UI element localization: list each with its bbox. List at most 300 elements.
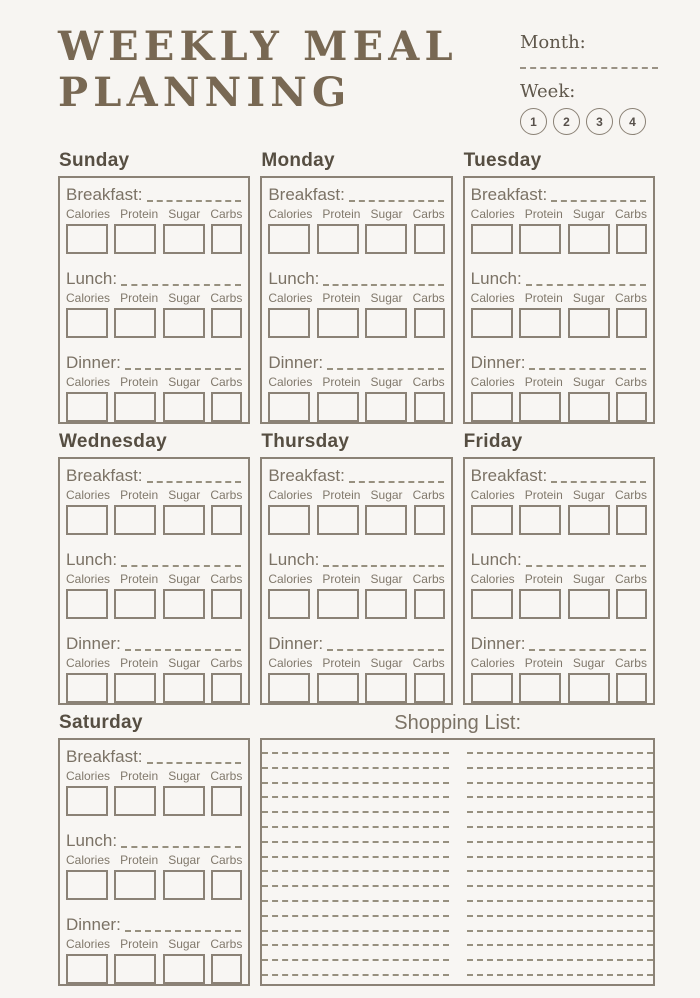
- nutrient-input-box[interactable]: [616, 589, 647, 619]
- nutrient-labels-row: [471, 488, 647, 502]
- meal-title-row: [268, 184, 444, 205]
- day-card: [260, 457, 452, 705]
- shopping-list-line[interactable]: [467, 930, 653, 932]
- nutrient-label: Calories: [470, 375, 515, 389]
- nutrient-label: Carbs: [614, 375, 647, 389]
- shopping-list-line[interactable]: [262, 767, 448, 769]
- nutrient-input-box[interactable]: [616, 505, 647, 535]
- meal-name-line[interactable]: [147, 762, 242, 764]
- nutrient-label: Protein: [322, 207, 361, 221]
- shopping-list-line[interactable]: [262, 811, 448, 813]
- nutrient-label: Carbs: [412, 207, 445, 221]
- nutrient-labels-row: [268, 291, 444, 305]
- nutrient-input-box[interactable]: [365, 224, 407, 254]
- nutrient-input-box[interactable]: [268, 308, 310, 338]
- day-name-header: Sunday: [59, 150, 130, 171]
- nutrient-input-box[interactable]: [268, 392, 310, 422]
- meal-label: Lunch:: [470, 269, 522, 288]
- nutrient-label: Carbs: [412, 488, 445, 502]
- shopping-list-column: [262, 752, 448, 976]
- nutrient-boxes-row: [471, 308, 647, 338]
- nutrient-input-box[interactable]: [471, 589, 513, 619]
- nutrient-label: Protein: [322, 291, 361, 305]
- nutrient-input-box[interactable]: [616, 673, 647, 703]
- nutrient-input-box[interactable]: [317, 589, 359, 619]
- meal-name-line[interactable]: [526, 284, 646, 286]
- day-section: [463, 149, 655, 424]
- nutrient-input-box[interactable]: [568, 505, 610, 535]
- meal-name-line[interactable]: [147, 200, 242, 202]
- shopping-list-line[interactable]: [262, 782, 448, 784]
- day-card: [58, 457, 250, 705]
- nutrient-label: Calories: [268, 375, 313, 389]
- meal-name-line[interactable]: [349, 481, 444, 483]
- shopping-list-line[interactable]: [467, 885, 653, 887]
- meal-section-lunch: [471, 547, 647, 619]
- nutrient-label: Sugar: [572, 656, 605, 670]
- nutrient-input-box[interactable]: [414, 308, 445, 338]
- meal-label: Dinner:: [66, 915, 121, 934]
- nutrient-label: Protein: [322, 375, 361, 389]
- nutrient-input-box[interactable]: [163, 954, 205, 984]
- nutrient-input-box[interactable]: [66, 589, 108, 619]
- nutrient-labels-row: [66, 656, 242, 670]
- nutrient-boxes-row: [268, 505, 444, 535]
- nutrient-label: Protein: [120, 291, 159, 305]
- nutrient-input-box[interactable]: [568, 224, 610, 254]
- nutrient-input-box[interactable]: [66, 224, 108, 254]
- nutrient-label: Protein: [120, 207, 159, 221]
- nutrient-input-box[interactable]: [268, 589, 310, 619]
- nutrient-input-box[interactable]: [114, 870, 156, 900]
- nutrient-input-box[interactable]: [519, 589, 561, 619]
- shopping-list-box: [260, 738, 655, 986]
- nutrient-label: Sugar: [370, 207, 403, 221]
- nutrient-label: Sugar: [168, 572, 201, 586]
- nutrient-input-box[interactable]: [211, 308, 242, 338]
- nutrient-label: Carbs: [412, 291, 445, 305]
- meal-title-row: [471, 184, 647, 205]
- meal-name-line[interactable]: [526, 565, 646, 567]
- meal-title-row: [66, 184, 242, 205]
- nutrient-input-box[interactable]: [519, 308, 561, 338]
- meal-label: Dinner:: [470, 634, 526, 653]
- meal-name-line[interactable]: [529, 649, 646, 651]
- nutrient-label: Sugar: [168, 769, 201, 783]
- nutrient-input-box[interactable]: [114, 673, 156, 703]
- meal-title-row: [66, 633, 242, 654]
- week-circle[interactable]: 3: [586, 108, 613, 135]
- nutrient-label: Calories: [66, 656, 111, 670]
- nutrient-input-box[interactable]: [163, 870, 205, 900]
- nutrient-input-box[interactable]: [268, 505, 310, 535]
- nutrient-input-box[interactable]: [66, 870, 108, 900]
- nutrient-label: Carbs: [210, 572, 243, 586]
- nutrient-label: Calories: [66, 853, 111, 867]
- nutrient-labels-row: [268, 375, 444, 389]
- shopping-list-line[interactable]: [467, 900, 653, 902]
- nutrient-labels-row: [66, 853, 242, 867]
- shopping-list-line[interactable]: [467, 811, 653, 813]
- nutrient-labels-row: [268, 488, 444, 502]
- shopping-list-line[interactable]: [262, 826, 448, 828]
- page-header: [0, 0, 700, 135]
- meal-label: Breakfast:: [470, 466, 548, 485]
- shopping-list-line[interactable]: [262, 959, 448, 961]
- nutrient-input-box[interactable]: [414, 505, 445, 535]
- nutrient-labels-row: [66, 375, 242, 389]
- nutrient-label: Protein: [524, 572, 563, 586]
- meal-title-row: [471, 352, 647, 373]
- nutrient-input-box[interactable]: [519, 505, 561, 535]
- meal-name-line[interactable]: [121, 565, 241, 567]
- nutrient-label: Sugar: [168, 937, 201, 951]
- meal-label: Dinner:: [66, 353, 121, 372]
- nutrient-input-box[interactable]: [365, 308, 407, 338]
- day-name-header: Wednesday: [59, 431, 167, 452]
- nutrient-input-box[interactable]: [268, 224, 310, 254]
- nutrient-label: Sugar: [572, 488, 605, 502]
- nutrient-input-box[interactable]: [114, 786, 156, 816]
- meal-name-line[interactable]: [551, 200, 646, 202]
- month-input-line[interactable]: [520, 57, 658, 69]
- nutrient-input-box[interactable]: [317, 308, 359, 338]
- nutrient-label: Calories: [470, 207, 515, 221]
- nutrient-label: Calories: [470, 488, 515, 502]
- day-section: [58, 149, 250, 424]
- nutrient-labels-row: [66, 207, 242, 221]
- day-name-header: Monday: [261, 150, 335, 171]
- meal-title-row: [268, 352, 444, 373]
- day-card: [58, 176, 250, 424]
- nutrient-input-box[interactable]: [66, 308, 108, 338]
- shopping-list-line[interactable]: [262, 752, 448, 754]
- nutrient-input-box[interactable]: [211, 954, 242, 984]
- nutrient-label: Protein: [120, 769, 159, 783]
- nutrient-label: Carbs: [210, 656, 243, 670]
- meal-name-line[interactable]: [121, 846, 241, 848]
- meal-label: Breakfast:: [470, 185, 548, 204]
- nutrient-input-box[interactable]: [66, 505, 108, 535]
- meal-title-row: [66, 465, 242, 486]
- week-circle[interactable]: 2: [553, 108, 580, 135]
- shopping-list-line[interactable]: [467, 841, 653, 843]
- nutrient-input-box[interactable]: [317, 505, 359, 535]
- nutrient-boxes-row: [66, 224, 242, 254]
- nutrient-input-box[interactable]: [519, 392, 561, 422]
- nutrient-input-box[interactable]: [616, 308, 647, 338]
- nutrient-label: Protein: [120, 572, 159, 586]
- nutrient-labels-row: [66, 291, 242, 305]
- nutrient-input-box[interactable]: [317, 673, 359, 703]
- nutrient-input-box[interactable]: [211, 392, 242, 422]
- shopping-list-line[interactable]: [262, 870, 448, 872]
- shopping-list-line[interactable]: [262, 796, 448, 798]
- meal-section-breakfast: [66, 182, 242, 254]
- nutrient-labels-row: [471, 572, 647, 586]
- nutrient-label: Calories: [66, 291, 111, 305]
- shopping-list-line[interactable]: [467, 856, 653, 858]
- nutrient-label: Calories: [66, 572, 111, 586]
- nutrient-input-box[interactable]: [471, 224, 513, 254]
- meal-name-line[interactable]: [125, 930, 242, 932]
- shopping-list-line[interactable]: [467, 826, 653, 828]
- nutrient-input-box[interactable]: [519, 224, 561, 254]
- nutrient-boxes-row: [471, 673, 647, 703]
- day-name-header: Thursday: [261, 431, 350, 452]
- meal-label: Dinner:: [470, 353, 526, 372]
- nutrient-boxes-row: [268, 673, 444, 703]
- nutrient-label: Carbs: [210, 291, 243, 305]
- nutrient-input-box[interactable]: [471, 673, 513, 703]
- meal-section-lunch: [66, 547, 242, 619]
- nutrient-input-box[interactable]: [568, 392, 610, 422]
- shopping-list-line[interactable]: [262, 856, 448, 858]
- nutrient-labels-row: [471, 375, 647, 389]
- nutrient-label: Protein: [322, 572, 361, 586]
- nutrient-label: Carbs: [412, 375, 445, 389]
- nutrient-label: Calories: [470, 572, 515, 586]
- nutrient-label: Carbs: [210, 207, 243, 221]
- nutrient-boxes-row: [268, 224, 444, 254]
- nutrient-input-box[interactable]: [414, 589, 445, 619]
- nutrient-labels-row: [66, 488, 242, 502]
- meal-label: Dinner:: [66, 634, 121, 653]
- nutrient-input-box[interactable]: [211, 870, 242, 900]
- nutrient-input-box[interactable]: [471, 505, 513, 535]
- meal-title-row: [471, 549, 647, 570]
- shopping-list-line[interactable]: [467, 796, 653, 798]
- meal-name-line[interactable]: [327, 368, 444, 370]
- nutrient-input-box[interactable]: [66, 392, 108, 422]
- shopping-list-line[interactable]: [467, 870, 653, 872]
- nutrient-input-box[interactable]: [616, 392, 647, 422]
- nutrient-input-box[interactable]: [163, 786, 205, 816]
- nutrient-label: Calories: [268, 572, 313, 586]
- nutrient-label: Sugar: [370, 375, 403, 389]
- meal-name-line[interactable]: [147, 481, 242, 483]
- nutrient-label: Protein: [524, 488, 563, 502]
- nutrient-input-box[interactable]: [211, 786, 242, 816]
- nutrient-input-box[interactable]: [317, 224, 359, 254]
- shopping-list-column: [467, 752, 653, 976]
- shopping-list-line[interactable]: [262, 944, 448, 946]
- shopping-list-line[interactable]: [467, 767, 653, 769]
- nutrient-labels-row: [471, 656, 647, 670]
- meal-name-line[interactable]: [125, 649, 242, 651]
- meal-title-row: [268, 465, 444, 486]
- nutrient-label: Protein: [120, 937, 159, 951]
- day-name-header: Tuesday: [463, 150, 542, 171]
- nutrient-input-box[interactable]: [114, 505, 156, 535]
- nutrient-label: Carbs: [210, 769, 243, 783]
- nutrient-input-box[interactable]: [211, 589, 242, 619]
- meal-section-dinner: [268, 631, 444, 703]
- nutrient-labels-row: [471, 291, 647, 305]
- shopping-list-line[interactable]: [262, 841, 448, 843]
- shopping-list-line[interactable]: [467, 944, 653, 946]
- meal-name-line[interactable]: [327, 649, 444, 651]
- nutrient-label: Protein: [120, 375, 159, 389]
- meal-section-dinner: [471, 631, 647, 703]
- meal-title-row: [471, 633, 647, 654]
- nutrient-input-box[interactable]: [365, 505, 407, 535]
- nutrient-input-box[interactable]: [414, 673, 445, 703]
- nutrient-label: Calories: [66, 488, 111, 502]
- nutrient-input-box[interactable]: [211, 224, 242, 254]
- nutrient-input-box[interactable]: [163, 589, 205, 619]
- shopping-list-line[interactable]: [262, 900, 448, 902]
- day-card: [463, 176, 655, 424]
- meal-title-row: [471, 268, 647, 289]
- shopping-list-line[interactable]: [262, 885, 448, 887]
- nutrient-input-box[interactable]: [163, 392, 205, 422]
- nutrient-input-box[interactable]: [568, 673, 610, 703]
- nutrient-label: Calories: [66, 937, 111, 951]
- nutrient-label: Protein: [120, 853, 159, 867]
- meal-title-row: [66, 268, 242, 289]
- meal-title-row: [66, 914, 242, 935]
- nutrient-input-box[interactable]: [365, 673, 407, 703]
- nutrient-label: Calories: [66, 375, 111, 389]
- nutrient-label: Carbs: [210, 375, 243, 389]
- nutrient-input-box[interactable]: [114, 954, 156, 984]
- shopping-list-line[interactable]: [262, 930, 448, 932]
- shopping-list-line[interactable]: [262, 974, 448, 976]
- nutrient-label: Sugar: [168, 291, 201, 305]
- nutrient-input-box[interactable]: [163, 224, 205, 254]
- nutrient-input-box[interactable]: [568, 308, 610, 338]
- nutrient-boxes-row: [66, 505, 242, 535]
- month-week-panel: [520, 24, 658, 135]
- nutrient-label: Carbs: [210, 853, 243, 867]
- nutrient-label: Protein: [524, 656, 563, 670]
- shopping-list-line[interactable]: [467, 752, 653, 754]
- nutrient-input-box[interactable]: [616, 224, 647, 254]
- nutrient-labels-row: [268, 656, 444, 670]
- nutrient-input-box[interactable]: [365, 589, 407, 619]
- meal-label: Lunch:: [66, 269, 118, 288]
- meal-section-breakfast: [268, 182, 444, 254]
- nutrient-label: Sugar: [370, 488, 403, 502]
- nutrient-input-box[interactable]: [66, 673, 108, 703]
- nutrient-input-box[interactable]: [471, 308, 513, 338]
- nutrient-input-box[interactable]: [163, 673, 205, 703]
- meal-label: Breakfast:: [66, 747, 143, 766]
- shopping-list-line[interactable]: [467, 782, 653, 784]
- nutrient-label: Calories: [66, 207, 111, 221]
- meal-name-line[interactable]: [323, 565, 443, 567]
- nutrient-input-box[interactable]: [114, 392, 156, 422]
- meal-title-row: [66, 549, 242, 570]
- page-title: WEEKLY MEAL PLANNING: [58, 23, 458, 117]
- nutrient-input-box[interactable]: [471, 392, 513, 422]
- nutrient-label: Calories: [268, 291, 313, 305]
- meal-section-dinner: [66, 631, 242, 703]
- meal-name-line[interactable]: [551, 481, 646, 483]
- nutrient-input-box[interactable]: [114, 589, 156, 619]
- nutrient-label: Sugar: [168, 488, 201, 502]
- nutrient-input-box[interactable]: [211, 505, 242, 535]
- nutrient-label: Calories: [470, 656, 515, 670]
- nutrient-input-box[interactable]: [66, 786, 108, 816]
- meal-title-row: [268, 549, 444, 570]
- meal-section-breakfast: [66, 744, 242, 816]
- meal-title-row: [66, 352, 242, 373]
- week-circle[interactable]: 4: [619, 108, 646, 135]
- nutrient-label: Sugar: [168, 375, 201, 389]
- nutrient-boxes-row: [66, 589, 242, 619]
- shopping-list-title: Shopping List:: [394, 712, 522, 734]
- meal-name-line[interactable]: [529, 368, 646, 370]
- nutrient-input-box[interactable]: [66, 954, 108, 984]
- day-section: [58, 711, 250, 986]
- nutrient-input-box[interactable]: [114, 224, 156, 254]
- nutrient-input-box[interactable]: [317, 392, 359, 422]
- nutrient-label: Carbs: [210, 488, 243, 502]
- shopping-list-line[interactable]: [262, 915, 448, 917]
- meal-name-line[interactable]: [349, 200, 444, 202]
- nutrient-input-box[interactable]: [163, 505, 205, 535]
- meal-name-line[interactable]: [323, 284, 443, 286]
- nutrient-boxes-row: [268, 392, 444, 422]
- nutrient-boxes-row: [471, 224, 647, 254]
- nutrient-input-box[interactable]: [163, 308, 205, 338]
- meal-section-breakfast: [471, 463, 647, 535]
- nutrient-input-box[interactable]: [211, 673, 242, 703]
- nutrient-boxes-row: [66, 392, 242, 422]
- meal-section-dinner: [471, 350, 647, 422]
- shopping-list-line[interactable]: [467, 915, 653, 917]
- shopping-list-line[interactable]: [467, 959, 653, 961]
- day-name-header: Friday: [463, 431, 523, 452]
- nutrient-label: Sugar: [370, 291, 403, 305]
- nutrient-label: Sugar: [168, 853, 201, 867]
- week-circle[interactable]: 1: [520, 108, 547, 135]
- nutrient-labels-row: [268, 207, 444, 221]
- nutrient-boxes-row: [268, 589, 444, 619]
- shopping-list-section: [260, 711, 655, 986]
- nutrient-label: Sugar: [168, 656, 201, 670]
- nutrient-label: Calories: [470, 291, 515, 305]
- nutrient-label: Calories: [66, 769, 111, 783]
- day-name-header: Saturday: [59, 712, 143, 733]
- nutrient-input-box[interactable]: [568, 589, 610, 619]
- nutrient-label: Sugar: [572, 572, 605, 586]
- nutrient-label: Carbs: [412, 572, 445, 586]
- nutrient-input-box[interactable]: [114, 308, 156, 338]
- nutrient-label: Carbs: [412, 656, 445, 670]
- nutrient-input-box[interactable]: [268, 673, 310, 703]
- meal-label: Dinner:: [268, 353, 324, 372]
- nutrient-label: Sugar: [572, 207, 605, 221]
- nutrient-input-box[interactable]: [414, 392, 445, 422]
- nutrient-label: Protein: [120, 656, 159, 670]
- meal-section-lunch: [471, 266, 647, 338]
- meal-name-line[interactable]: [125, 368, 242, 370]
- nutrient-input-box[interactable]: [414, 224, 445, 254]
- nutrient-input-box[interactable]: [365, 392, 407, 422]
- meal-title-row: [66, 746, 242, 767]
- meal-section-lunch: [66, 828, 242, 900]
- nutrient-input-box[interactable]: [519, 673, 561, 703]
- meal-title-row: [268, 633, 444, 654]
- nutrient-label: Carbs: [614, 207, 647, 221]
- nutrient-label: Protein: [322, 488, 361, 502]
- meal-label: Dinner:: [268, 634, 324, 653]
- shopping-list-line[interactable]: [467, 974, 653, 976]
- meal-name-line[interactable]: [121, 284, 241, 286]
